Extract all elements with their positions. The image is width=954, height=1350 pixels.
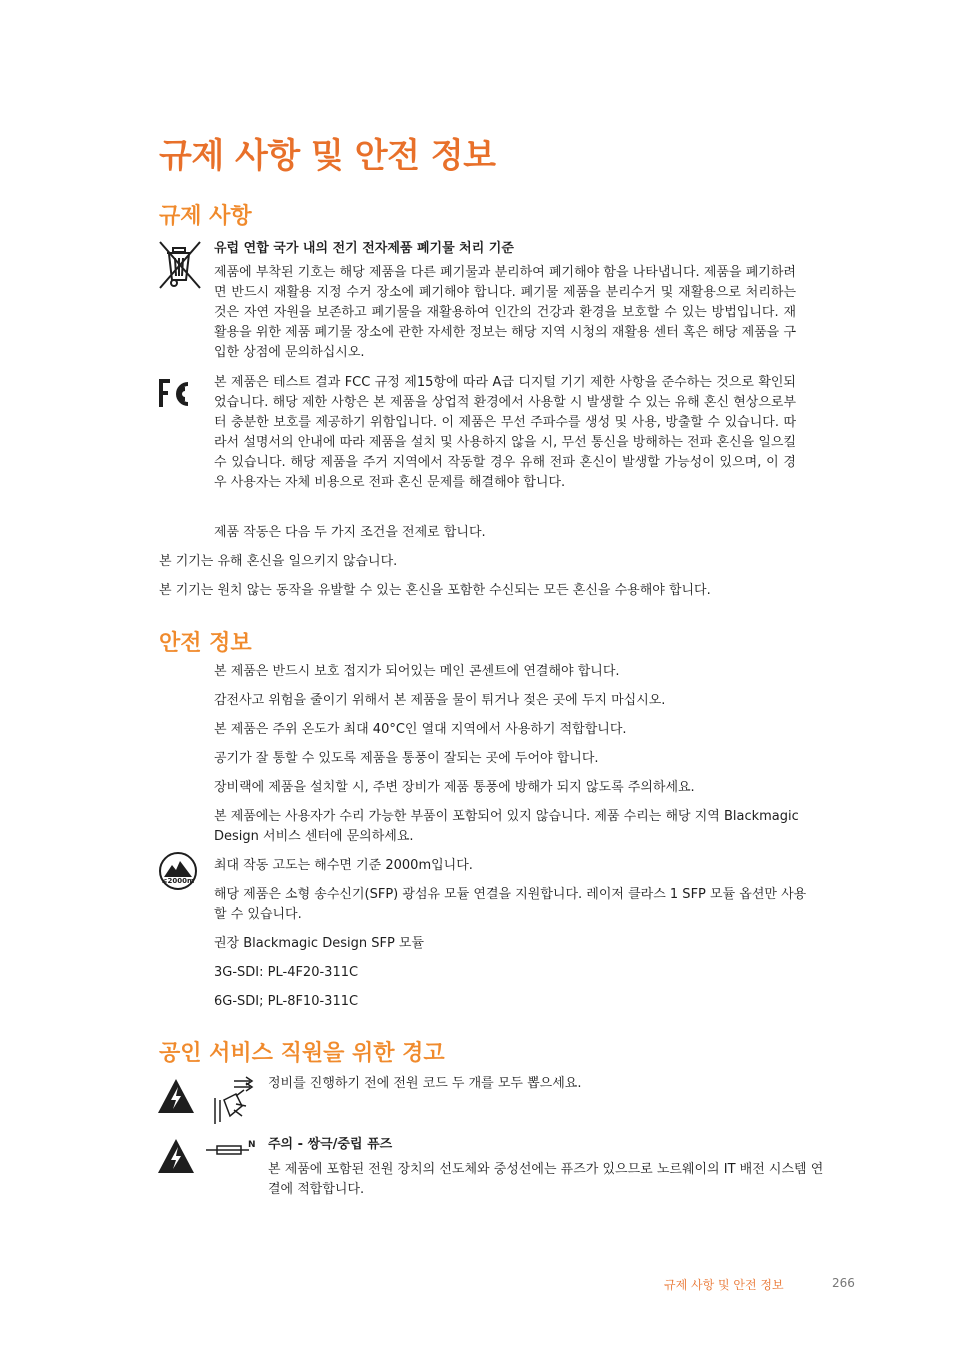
service-warning-heading: 공인 서비스 직원을 위한 경고 <box>159 1041 445 1066</box>
fcc-logo-icon <box>158 378 194 410</box>
weee-text: 제품에 부착된 기호는 해당 제품을 다른 폐기물과 분리하여 폐기해야 함을 나타냅니다. 제품을 폐기하려면 반드시 재활용 지정 수거 장소에 폐기해야 합니다. 폐기물 제품을 분리수거 및 재활용으로 처리하는 것은 자연 자원을 보존하고 폐기물을 재활용하여 인간의 건강과 환경을 보호할 수 있는 방법입니다. 재활용을 위한 제품 폐기물 장소에 관한 자세한 정보는 해당 지역 시청의 재활용 센터 혹은 해당 제품을 구입한 상점에 문의하십시오. <box>214 265 796 360</box>
fuse-title: 주의 - 쌍극/중립 퓨즈 <box>268 1137 393 1152</box>
service-text: 본 제품에는 사용자가 수리 가능한 부품이 포함되어 있지 않습니다. 제품 수리는 해당 지역 Blackmagic Design 서비스 센터에 문의하세요. <box>214 809 799 844</box>
safety-item: 본 제품은 주위 온도가 최대 40°C인 열대 지역에서 사용하기 적합합니다. <box>214 722 627 737</box>
footer-title: 규제 사항 및 안전 정보 <box>664 1278 784 1292</box>
electric-hazard-icon <box>157 1078 195 1114</box>
electric-hazard-icon <box>157 1138 195 1174</box>
regulatory-heading: 규제 사항 <box>159 204 252 229</box>
altitude-text: 최대 작동 고도는 해수면 기준 2000m입니다. <box>214 858 473 873</box>
fuse-letter: N <box>248 1140 256 1150</box>
page-number: 266 <box>832 1276 855 1290</box>
module-3g: 3G-SDI: PL-4F20-311C <box>214 965 359 980</box>
page-title: 규제 사항 및 안전 정보 <box>159 136 496 176</box>
conditions-intro: 제품 작동은 다음 두 가지 조건을 전제로 합니다. <box>214 525 486 540</box>
altitude-icon-label: ≤2000m <box>161 877 195 885</box>
condition-1: 본 기기는 유해 혼신을 일으키지 않습니다. <box>159 554 398 569</box>
safety-item: 감전사고 위험을 줄이기 위해서 본 제품을 물이 튀거나 젖은 곳에 두지 마십시오. <box>214 693 666 708</box>
unplug-power-icon <box>212 1076 262 1128</box>
recommended-modules: 권장 Blackmagic Design SFP 모듈 <box>214 936 425 951</box>
altitude-icon <box>158 851 198 891</box>
safety-item: 본 제품은 반드시 보호 접지가 되어있는 메인 콘센트에 연결해야 합니다. <box>214 664 620 679</box>
safety-heading: 안전 정보 <box>159 631 252 656</box>
sfp-text: 해당 제품은 소형 송수신기(SFP) 광섬유 모듈 연결을 지원합니다. 레이저 클라스 1 SFP 모듈 옵션만 사용할 수 있습니다. <box>214 887 807 922</box>
safety-item: 장비랙에 제품을 설치할 시, 주변 장비가 제품 통풍에 방해가 되지 않도록 주의하세요. <box>214 780 695 795</box>
fuse-icon <box>205 1138 257 1158</box>
weee-title: 유럽 연합 국가 내의 전기 전자제품 폐기물 처리 기준 <box>214 241 514 256</box>
safety-item: 공기가 잘 통할 수 있도록 제품을 통풍이 잘되는 곳에 두어야 합니다. <box>214 751 599 766</box>
fcc-text: 본 제품은 테스트 결과 FCC 규정 제15항에 따라 A급 디지털 기기 제한 사항을 준수하는 것으로 확인되었습니다. 해당 제한 사항은 본 제품을 상업적 환경에서 사용할 시 발생할 수 있는 유해 혼신 현상으로부터 충분한 보호를 제공하기 위함입니다. 이 제품은 무선 주파수를 생성 및 사용, 방출할 수 있습니다. 따라서 설명서의 안내에 따라 제품을 설치 및 사용하지 않을 시, 무선 통신을 방해하는 전파 혼신을 일으킬 수 있습니다. 해당 제품을 주거 지역에서 작동할 경우 유해 전파 혼신이 발생할 가능성이 있으며, 이 경우 사용자는 자체 비용으로 전파 혼신 문제를 해결해야 합니다. <box>214 375 796 490</box>
fuse-text: 본 제품에 포함된 전원 장치의 선도체와 중성선에는 퓨즈가 있으므로 노르웨이의 IT 배전 시스템 연결에 적합합니다. <box>268 1162 824 1197</box>
unplug-text: 정비를 진행하기 전에 전원 코드 두 개를 모두 뽑으세요. <box>268 1076 582 1091</box>
weee-bin-icon <box>158 240 204 290</box>
module-6g: 6G-SDI; PL-8F10-311C <box>214 994 359 1009</box>
condition-2: 본 기기는 원치 않는 동작을 유발할 수 있는 혼신을 포함한 수신되는 모든 혼신을 수용해야 합니다. <box>159 583 711 598</box>
